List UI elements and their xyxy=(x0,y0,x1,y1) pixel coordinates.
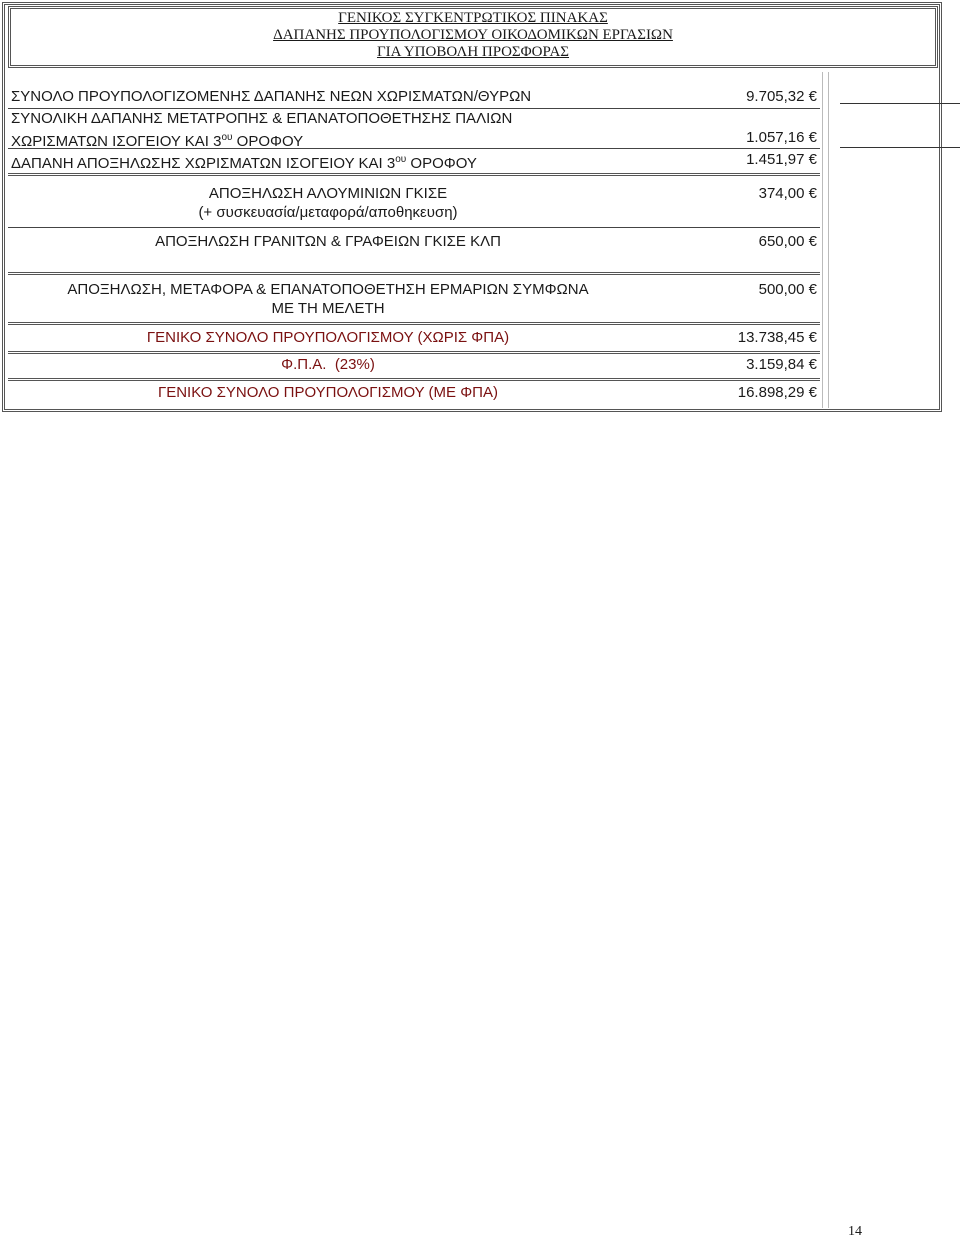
gross-total-label: ΓΕΝΙΚΟ ΣΥΝΟΛΟ ΠΡΟΥΠΟΛΟΓΙΣΜΟΥ (ΜΕ ΦΠΑ) xyxy=(157,384,499,401)
vat-row xyxy=(8,356,820,376)
row-divider xyxy=(8,351,820,354)
net-total-amount: 13.738,45 € xyxy=(737,329,817,346)
table-row xyxy=(8,281,820,321)
row-amount: 374,00 € xyxy=(758,185,817,202)
table-row xyxy=(8,110,820,148)
table-row xyxy=(8,233,820,253)
gross-total-row xyxy=(8,384,820,404)
row-divider xyxy=(8,227,820,228)
table-row xyxy=(8,88,820,108)
row-label-line-1: ΣΥΝΟΛΙΚΗ ΔΑΠΑΝΗΣ ΜΕΤΑΤΡΟΠΗΣ & ΕΠΑΝΑΤΟΠΟΘΕΤΗΣΗΣ ΠΑΛΙΩΝ xyxy=(11,110,513,127)
row-amount: 1.057,16 € xyxy=(746,129,817,146)
net-total-row xyxy=(8,329,820,349)
column-divider xyxy=(822,72,829,408)
gross-total-amount: 16.898,29 € xyxy=(737,384,817,401)
row-amount: 1.451,97 € xyxy=(746,151,817,168)
divider-line xyxy=(840,147,960,148)
table-title xyxy=(8,6,938,68)
row-amount: 650,00 € xyxy=(758,233,817,250)
row-divider xyxy=(8,272,820,275)
row-label-line-1: ΑΠΟΞΗΛΩΣΗ, ΜΕΤΑΦΟΡΑ & ΕΠΑΝΑΤΟΠΟΘΕΤΗΣΗ ΕΡΜΑΡΙΩΝ ΣΥΜΦΩΝΑ xyxy=(67,281,589,298)
row-divider xyxy=(8,148,820,149)
row-divider xyxy=(8,378,820,381)
row-label: ΑΠΟΞΗΛΩΣΗ ΓΡΑΝΙΤΩΝ & ΓΡΑΦΕΙΩΝ ΓΚΙΣΕ ΚΛΠ xyxy=(155,233,501,250)
divider-line xyxy=(840,103,960,104)
row-label-line-2: ΧΩΡΙΣΜΑΤΩΝ ΙΣΟΓΕΙΟΥ ΚΑΙ $3^{o\upsilon}$ ΟΡΟΦΟΥ xyxy=(11,132,304,150)
row-amount: 9.705,32 € xyxy=(746,88,817,105)
row-label-line-1: ΑΠΟΞΗΛΩΣΗ ΑΛΟΥΜΙΝΙΩΝ ΓΚΙΣΕ xyxy=(208,185,448,202)
row-label: ΔΑΠΑΝΗ ΑΠΟΞΗΛΩΣΗΣ ΧΩΡΙΣΜΑΤΩΝ ΙΣΟΓΕΙΟΥ ΚΑΙ $3^{o\upsilon}$ ΟΡΟΦΟΥ xyxy=(11,154,477,172)
title-line-1: ΓΕΝΙΚΟΣ ΣΥΓΚΕΝΤΡΩΤΙΚΟΣ ΠΙΝΑΚΑΣ xyxy=(338,10,608,26)
page-number: 14 xyxy=(848,1224,862,1239)
title-line-3: ΓΙΑ ΥΠΟΒΟΛΗ ΠΡΟΣΦΟΡΑΣ xyxy=(376,44,570,60)
row-label-line-2: (+ συσκευασία/μεταφορά/αποθηκευση) xyxy=(198,204,458,221)
row-divider xyxy=(8,322,820,325)
row-amount: 500,00 € xyxy=(758,281,817,298)
row-divider xyxy=(8,108,820,109)
vat-label: Φ.Π.Α. (23%) xyxy=(281,356,375,373)
vat-amount: 3.159,84 € xyxy=(746,356,817,373)
row-label: ΣΥΝΟΛΟ ΠΡΟΥΠΟΛΟΓΙΖΟΜΕΝΗΣ ΔΑΠΑΝΗΣ ΝΕΩΝ ΧΩΡΙΣΜΑΤΩΝ/ΘΥΡΩΝ xyxy=(11,88,532,105)
net-total-label: ΓΕΝΙΚΟ ΣΥΝΟΛΟ ΠΡΟΥΠΟΛΟΓΙΣΜΟΥ (ΧΩΡΙΣ ΦΠΑ) xyxy=(146,329,510,346)
table-row xyxy=(8,151,820,171)
row-divider xyxy=(8,173,820,176)
title-line-2: ΔΑΠΑΝΗΣ ΠΡΟΥΠΟΛΟΓΙΣΜΟΥ ΟΙΚΟΔΟΜΙΚΩΝ ΕΡΓΑΣΙΩΝ xyxy=(273,27,673,43)
row-label-line-2: ΜΕ ΤΗ ΜΕΛΕΤΗ xyxy=(271,300,385,317)
table-row xyxy=(8,185,820,225)
